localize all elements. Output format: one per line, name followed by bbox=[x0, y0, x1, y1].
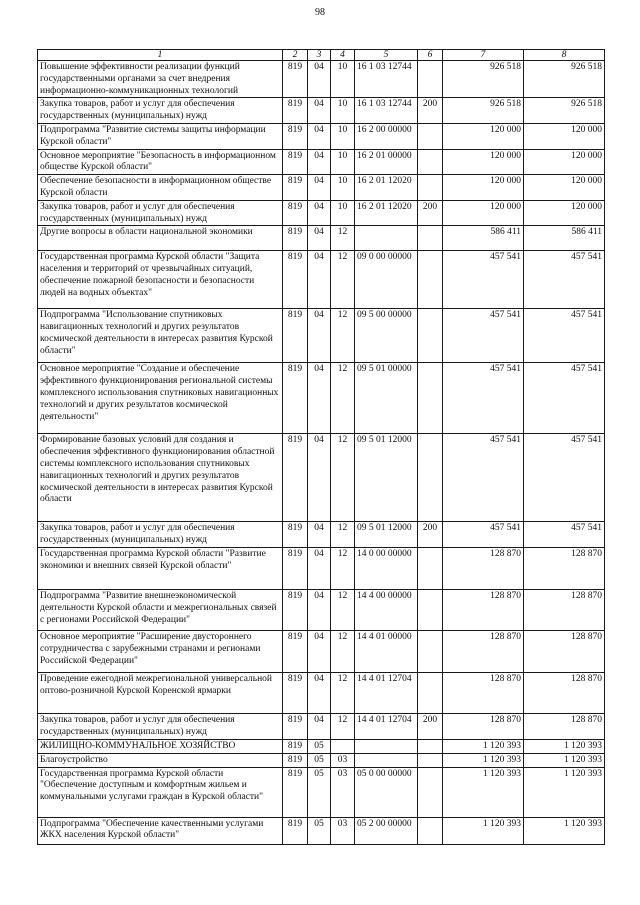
subsection-code: 10 bbox=[331, 61, 355, 98]
subsection-code: 10 bbox=[331, 200, 355, 226]
expense-type-code bbox=[418, 226, 443, 251]
gov-code: 819 bbox=[283, 149, 308, 175]
target-article-code: 09 0 00 00000 bbox=[355, 251, 418, 309]
amount-col7: 457 541 bbox=[443, 434, 524, 522]
subsection-code bbox=[331, 739, 355, 753]
section-code: 04 bbox=[308, 98, 331, 124]
table-row bbox=[38, 149, 605, 175]
target-article-code: 09 5 01 12000 bbox=[355, 434, 418, 522]
row-name: Основное мероприятие "Безопасность в информационном обществе Курской области" bbox=[38, 149, 283, 175]
gov-code: 819 bbox=[283, 123, 308, 149]
amount-col8: 128 870 bbox=[524, 672, 605, 713]
gov-code: 819 bbox=[283, 630, 308, 672]
table-row bbox=[38, 200, 605, 226]
budget-table bbox=[37, 49, 605, 845]
amount-col7: 1 120 393 bbox=[443, 739, 524, 753]
amount-col8: 128 870 bbox=[524, 713, 605, 739]
page-number: 98 bbox=[315, 7, 325, 18]
row-name: Государственная программа Курской области "Защита населения и территорий от чрезвычайных ситуаций, обеспечение пожарной безопасности и безопасности людей на водных объектах" bbox=[38, 251, 283, 309]
section-code: 04 bbox=[308, 434, 331, 522]
amount-col7: 457 541 bbox=[443, 522, 524, 548]
expense-type-code bbox=[418, 753, 443, 767]
row-name: Закупка товаров, работ и услуг для обеспечения государственных (муниципальных) нужд bbox=[38, 522, 283, 548]
gov-code: 819 bbox=[283, 61, 308, 98]
gov-code: 819 bbox=[283, 589, 308, 630]
subsection-code: 12 bbox=[331, 434, 355, 522]
amount-col8: 1 120 393 bbox=[524, 753, 605, 767]
amount-col7: 128 870 bbox=[443, 672, 524, 713]
target-article-code: 16 1 03 12744 bbox=[355, 98, 418, 124]
row-name: Основное мероприятие "Расширение двустороннего сотрудничества с зарубежными странами и регионами Российской Федерации" bbox=[38, 630, 283, 672]
subsection-code: 12 bbox=[331, 589, 355, 630]
gov-code: 819 bbox=[283, 98, 308, 124]
amount-col8: 586 411 bbox=[524, 226, 605, 251]
table-row bbox=[38, 123, 605, 149]
table-row bbox=[38, 767, 605, 817]
subsection-code: 03 bbox=[331, 753, 355, 767]
gov-code: 819 bbox=[283, 739, 308, 753]
gov-code: 819 bbox=[283, 547, 308, 589]
table-row bbox=[38, 753, 605, 767]
subsection-code: 12 bbox=[331, 309, 355, 363]
amount-col7: 926 518 bbox=[443, 98, 524, 124]
section-code: 04 bbox=[308, 175, 331, 201]
section-code: 04 bbox=[308, 522, 331, 548]
target-article-code: 14 4 01 00000 bbox=[355, 630, 418, 672]
expense-type-code bbox=[418, 817, 443, 844]
amount-col8: 1 120 393 bbox=[524, 817, 605, 844]
expense-type-code bbox=[418, 251, 443, 309]
section-code: 04 bbox=[308, 589, 331, 630]
amount-col8: 926 518 bbox=[524, 98, 605, 124]
amount-col8: 1 120 393 bbox=[524, 739, 605, 753]
expense-type-code bbox=[418, 739, 443, 753]
subsection-code: 12 bbox=[331, 672, 355, 713]
expense-type-code bbox=[418, 434, 443, 522]
section-code: 04 bbox=[308, 61, 331, 98]
expense-type-code bbox=[418, 547, 443, 589]
amount-col7: 120 000 bbox=[443, 200, 524, 226]
row-name: Формирование базовых условий для создания и обеспечения эффективного функционирования областной системы комплексного использования спутниковых навигационных технологий и других результатов космической деятельности в интересах развития Курской области bbox=[38, 434, 283, 522]
target-article-code: 09 5 00 00000 bbox=[355, 309, 418, 363]
section-code: 05 bbox=[308, 817, 331, 844]
target-article-code: 05 0 00 00000 bbox=[355, 767, 418, 817]
amount-col7: 457 541 bbox=[443, 309, 524, 363]
target-article-code: 16 1 03 12744 bbox=[355, 61, 418, 98]
amount-col7: 926 518 bbox=[443, 61, 524, 98]
gov-code: 819 bbox=[283, 309, 308, 363]
subsection-code: 10 bbox=[331, 149, 355, 175]
gov-code: 819 bbox=[283, 200, 308, 226]
gov-code: 819 bbox=[283, 251, 308, 309]
row-name: Подпрограмма "Развитие внешнеэкономической деятельности Курской области и межрегиональных связей с регионами Российской Федерации" bbox=[38, 589, 283, 630]
amount-col7: 1 120 393 bbox=[443, 767, 524, 817]
amount-col8: 120 000 bbox=[524, 175, 605, 201]
row-name: Благоустройство bbox=[38, 753, 283, 767]
expense-type-code bbox=[418, 309, 443, 363]
target-article-code: 09 5 01 12000 bbox=[355, 522, 418, 548]
row-name: Закупка товаров, работ и услуг для обеспечения государственных (муниципальных) нужд bbox=[38, 98, 283, 124]
subsection-code: 03 bbox=[331, 767, 355, 817]
amount-col8: 120 000 bbox=[524, 123, 605, 149]
gov-code: 819 bbox=[283, 753, 308, 767]
amount-col7: 128 870 bbox=[443, 589, 524, 630]
amount-col7: 128 870 bbox=[443, 630, 524, 672]
column-number: 2 bbox=[283, 50, 308, 61]
expense-type-code: 200 bbox=[418, 713, 443, 739]
row-name: Повышение эффективности реализации функций государственными органами за счет внедрения информационно-коммуникационных технологий bbox=[38, 61, 283, 98]
section-code: 04 bbox=[308, 149, 331, 175]
section-code: 04 bbox=[308, 200, 331, 226]
expense-type-code bbox=[418, 149, 443, 175]
table-row bbox=[38, 547, 605, 589]
amount-col8: 457 541 bbox=[524, 309, 605, 363]
row-name: Проведение ежегодной межрегиональной универсальной оптово-розничной Курской Коренской ярмарки bbox=[38, 672, 283, 713]
expense-type-code bbox=[418, 123, 443, 149]
target-article-code: 16 2 00 00000 bbox=[355, 123, 418, 149]
row-name: Государственная программа Курской области "Обеспечение доступным и комфортным жильем и коммунальными услугами граждан в Курской области" bbox=[38, 767, 283, 817]
amount-col7: 1 120 393 bbox=[443, 817, 524, 844]
gov-code: 819 bbox=[283, 363, 308, 434]
amount-col8: 457 541 bbox=[524, 522, 605, 548]
amount-col7: 457 541 bbox=[443, 251, 524, 309]
column-number: 7 bbox=[443, 50, 524, 61]
row-name: Закупка товаров, работ и услуг для обеспечения государственных (муниципальных) нужд bbox=[38, 713, 283, 739]
target-article-code: 14 0 00 00000 bbox=[355, 547, 418, 589]
section-code: 05 bbox=[308, 753, 331, 767]
subsection-code: 12 bbox=[331, 226, 355, 251]
section-code: 04 bbox=[308, 713, 331, 739]
column-number: 4 bbox=[331, 50, 355, 61]
column-number: 8 bbox=[524, 50, 605, 61]
table-row bbox=[38, 309, 605, 363]
target-article-code: 16 2 01 12020 bbox=[355, 175, 418, 201]
row-name: Подпрограмма "Развитие системы защиты информации Курской области" bbox=[38, 123, 283, 149]
table-row bbox=[38, 522, 605, 548]
column-number: 5 bbox=[355, 50, 418, 61]
row-name: Другие вопросы в области национальной экономики bbox=[38, 226, 283, 251]
target-article-code bbox=[355, 753, 418, 767]
table-row bbox=[38, 175, 605, 201]
table-row bbox=[38, 739, 605, 753]
target-article-code bbox=[355, 226, 418, 251]
target-article-code: 09 5 01 00000 bbox=[355, 363, 418, 434]
section-code: 04 bbox=[308, 363, 331, 434]
amount-col8: 457 541 bbox=[524, 434, 605, 522]
table-row bbox=[38, 98, 605, 124]
section-code: 04 bbox=[308, 226, 331, 251]
gov-code: 819 bbox=[283, 522, 308, 548]
expense-type-code bbox=[418, 61, 443, 98]
expense-type-code bbox=[418, 175, 443, 201]
table-row bbox=[38, 251, 605, 309]
target-article-code: 14 4 00 00000 bbox=[355, 589, 418, 630]
column-number: 3 bbox=[308, 50, 331, 61]
amount-col7: 120 000 bbox=[443, 149, 524, 175]
gov-code: 819 bbox=[283, 434, 308, 522]
target-article-code: 14 4 01 12704 bbox=[355, 672, 418, 713]
subsection-code: 12 bbox=[331, 522, 355, 548]
target-article-code: 14 4 01 12704 bbox=[355, 713, 418, 739]
amount-col7: 1 120 393 bbox=[443, 753, 524, 767]
target-article-code bbox=[355, 739, 418, 753]
amount-col8: 1 120 393 bbox=[524, 767, 605, 817]
budget-table-body bbox=[38, 61, 605, 845]
subsection-code: 12 bbox=[331, 363, 355, 434]
row-name: ЖИЛИЩНО-КОММУНАЛЬНОЕ ХОЗЯЙСТВО bbox=[38, 739, 283, 753]
expense-type-code: 200 bbox=[418, 200, 443, 226]
amount-col8: 457 541 bbox=[524, 251, 605, 309]
row-name: Государственная программа Курской области "Развитие экономики и внешних связей Курской области" bbox=[38, 547, 283, 589]
gov-code: 819 bbox=[283, 226, 308, 251]
table-row bbox=[38, 630, 605, 672]
table-row bbox=[38, 589, 605, 630]
gov-code: 819 bbox=[283, 817, 308, 844]
amount-col8: 457 541 bbox=[524, 363, 605, 434]
table-row bbox=[38, 226, 605, 251]
column-number: 1 bbox=[38, 50, 283, 61]
row-name: Подпрограмма "Использование спутниковых навигационных технологий и других результатов космической деятельности в интересах развития Курской области" bbox=[38, 309, 283, 363]
row-name: Обеспечение безопасности в информационном обществе Курской области bbox=[38, 175, 283, 201]
section-code: 05 bbox=[308, 739, 331, 753]
amount-col7: 128 870 bbox=[443, 547, 524, 589]
amount-col8: 128 870 bbox=[524, 547, 605, 589]
subsection-code: 10 bbox=[331, 123, 355, 149]
gov-code: 819 bbox=[283, 175, 308, 201]
amount-col8: 120 000 bbox=[524, 149, 605, 175]
amount-col7: 457 541 bbox=[443, 363, 524, 434]
section-code: 04 bbox=[308, 630, 331, 672]
gov-code: 819 bbox=[283, 713, 308, 739]
table-row bbox=[38, 672, 605, 713]
gov-code: 819 bbox=[283, 672, 308, 713]
subsection-code: 10 bbox=[331, 98, 355, 124]
table-row bbox=[38, 434, 605, 522]
row-name: Основное мероприятие "Создание и обеспечение эффективного функционирования региональной системы комплексного использования спутниковых навигационных технологий и других результатов космической деятельности" bbox=[38, 363, 283, 434]
target-article-code: 05 2 00 00000 bbox=[355, 817, 418, 844]
amount-col8: 128 870 bbox=[524, 589, 605, 630]
expense-type-code: 200 bbox=[418, 98, 443, 124]
table-row bbox=[38, 61, 605, 98]
row-name: Закупка товаров, работ и услуг для обеспечения государственных (муниципальных) нужд bbox=[38, 200, 283, 226]
expense-type-code: 200 bbox=[418, 522, 443, 548]
table-row bbox=[38, 363, 605, 434]
amount-col8: 120 000 bbox=[524, 200, 605, 226]
table-row bbox=[38, 817, 605, 844]
section-code: 04 bbox=[308, 251, 331, 309]
row-name: Подпрограмма "Обеспечение качественными услугами ЖКХ населения Курской области" bbox=[38, 817, 283, 844]
expense-type-code bbox=[418, 630, 443, 672]
target-article-code: 16 2 01 00000 bbox=[355, 149, 418, 175]
amount-col7: 120 000 bbox=[443, 175, 524, 201]
expense-type-code bbox=[418, 363, 443, 434]
column-number: 6 bbox=[418, 50, 443, 61]
subsection-code: 12 bbox=[331, 713, 355, 739]
expense-type-code bbox=[418, 672, 443, 713]
section-code: 05 bbox=[308, 767, 331, 817]
gov-code: 819 bbox=[283, 767, 308, 817]
subsection-code: 12 bbox=[331, 251, 355, 309]
subsection-code: 12 bbox=[331, 547, 355, 589]
amount-col7: 128 870 bbox=[443, 713, 524, 739]
amount-col8: 128 870 bbox=[524, 630, 605, 672]
expense-type-code bbox=[418, 589, 443, 630]
target-article-code: 16 2 01 12020 bbox=[355, 200, 418, 226]
subsection-code: 10 bbox=[331, 175, 355, 201]
section-code: 04 bbox=[308, 547, 331, 589]
amount-col7: 586 411 bbox=[443, 226, 524, 251]
subsection-code: 12 bbox=[331, 630, 355, 672]
amount-col7: 120 000 bbox=[443, 123, 524, 149]
table-row bbox=[38, 713, 605, 739]
subsection-code: 03 bbox=[331, 817, 355, 844]
section-code: 04 bbox=[308, 309, 331, 363]
section-code: 04 bbox=[308, 672, 331, 713]
expense-type-code bbox=[418, 767, 443, 817]
amount-col8: 926 518 bbox=[524, 61, 605, 98]
section-code: 04 bbox=[308, 123, 331, 149]
column-number-row bbox=[38, 50, 605, 61]
